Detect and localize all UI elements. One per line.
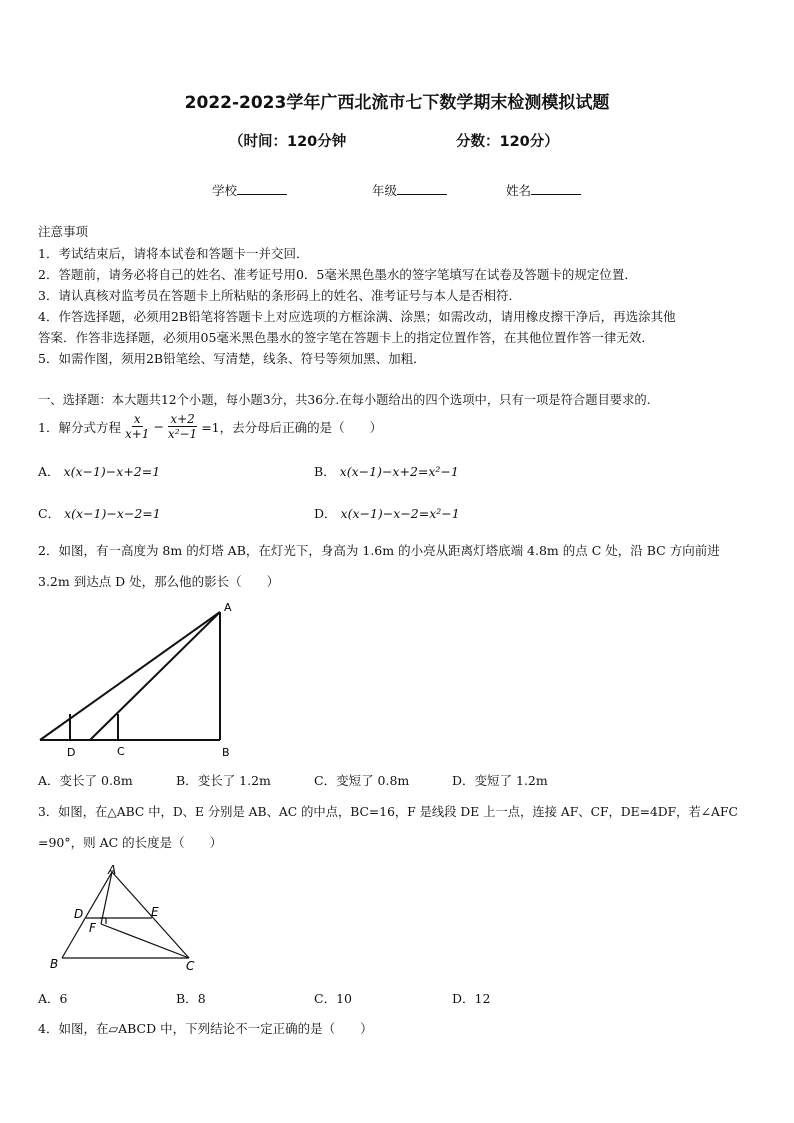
label-a: A <box>108 863 117 877</box>
school-label: 学校 <box>212 183 238 198</box>
q2-option-b: B．变长了 1.2m <box>176 773 271 788</box>
q1-suffix: =1，去分母后正确的是（ ） <box>201 419 383 435</box>
q1-prefix: 1．解分式方程 <box>38 419 121 435</box>
question-4: 4．如图，在▱ABCD 中，下列结论不一定正确的是（ ） <box>38 1021 373 1036</box>
notice-item: 5．如需作图，须用2B铅笔绘、写清楚，线条、符号等须加黑、加粗． <box>38 351 426 366</box>
question-1: 1．解分式方程 $\frac{x}{x+1}$ − $\frac{x+2}{\text{x²−1}}$ =1，去分母后正确的是（ ） <box>38 412 383 441</box>
notice-heading: 注意事项 <box>38 224 89 239</box>
label-c: C <box>186 959 195 973</box>
label-d: D <box>74 907 84 921</box>
q3-option-c: C．10 <box>314 991 352 1006</box>
label-e: E <box>151 905 159 919</box>
grade-label: 年级 <box>372 183 398 198</box>
segment-af <box>101 872 112 924</box>
label-f: F <box>89 921 96 935</box>
fraction: $\frac{x+2}{\text{x²−1}}$ <box>167 412 198 441</box>
q1-option-d: D． x(x−1)−x−2=x²−1 <box>314 506 460 521</box>
side-ab <box>62 872 112 958</box>
fraction: $\frac{x}{x+1}$ <box>124 412 150 441</box>
grade-field <box>372 181 447 199</box>
score-label: 分数：120分） <box>456 134 559 150</box>
notice-item: 4．作答选择题，必须用2B铅笔将答题卡上对应选项的方框涂满、涂黑；如需改动，请用橡皮擦干净后，再选涂其他 <box>38 309 676 324</box>
q3-line2: =90°，则 AC 的长度是（ ） <box>38 835 223 850</box>
q2-option-a: A．变长了 0.8m <box>38 773 133 788</box>
q2-line1: 2．如图，有一高度为 8m 的灯塔 AB，在灯光下，身高为 1.6m 的小亮从距离灯塔底端 4.8m 的点 C 处，沿 BC 方向前进 <box>38 543 720 558</box>
label-d: D <box>67 746 76 759</box>
triangle-figure <box>44 862 214 974</box>
q2-option-c: C．变短了 0.8m <box>314 773 410 788</box>
name-label: 姓名 <box>506 183 532 198</box>
label-a: A <box>224 601 232 614</box>
time-label: （时间：120分钟 <box>229 134 347 150</box>
q2-option-d: D．变短了 1.2m <box>452 773 548 788</box>
label-b: B <box>50 957 59 971</box>
q1-option-a: A． x(x−1)−x+2=1 <box>38 464 161 479</box>
q1-option-b: B． x(x−1)−x+2=x²−1 <box>314 464 459 479</box>
label-b: B <box>222 746 230 759</box>
q3-line1: 3．如图，在△ABC 中，D、E 分别是 AB、AC 的中点，BC=16，F 是线段 DE 上一点，连接 AF、CF，DE=4DF，若∠AFC <box>38 805 738 819</box>
section-heading: 一、选择题：本大题共12个小题，每小题3分，共36分.在每小题给出的四个选项中，只有一项是符合题目要求的. <box>38 393 651 407</box>
q3-option-b: B．8 <box>176 991 206 1006</box>
light-ray-2 <box>90 612 220 740</box>
notice-item: 答案．作答非选择题，必须用05毫米黑色墨水的签字笔在答题卡上的指定位置作答，在其他位置作答一律无效． <box>38 330 654 345</box>
label-c: C <box>117 745 125 758</box>
q3-option-d: D．12 <box>452 991 491 1006</box>
q2-line2: 3.2m 到达点 D 处，那么他的影长（ ） <box>38 574 280 589</box>
page-title: 2022-2023学年广西北流市七下数学期末检测模拟试题 <box>184 93 610 113</box>
notice-item: 1．考试结束后，请将本试卷和答题卡一并交回． <box>38 246 309 261</box>
q1-option-c: C． x(x−1)−x−2=1 <box>38 506 161 521</box>
segment-fc <box>101 924 189 958</box>
notice-item: 3．请认真核对监考员在答题卡上所粘贴的条形码上的姓名、准考证号与本人是否相符． <box>38 288 521 303</box>
light-ray-1 <box>40 612 220 740</box>
lighthouse-figure <box>30 598 250 763</box>
school-field <box>212 181 287 199</box>
name-field <box>506 181 581 199</box>
q3-option-a: A．6 <box>38 991 68 1006</box>
notice-item: 2．答题前，请务必将自己的姓名、准考证号用0．5毫米黑色墨水的签字笔填写在试卷及答题卡的规定位置． <box>38 267 637 282</box>
